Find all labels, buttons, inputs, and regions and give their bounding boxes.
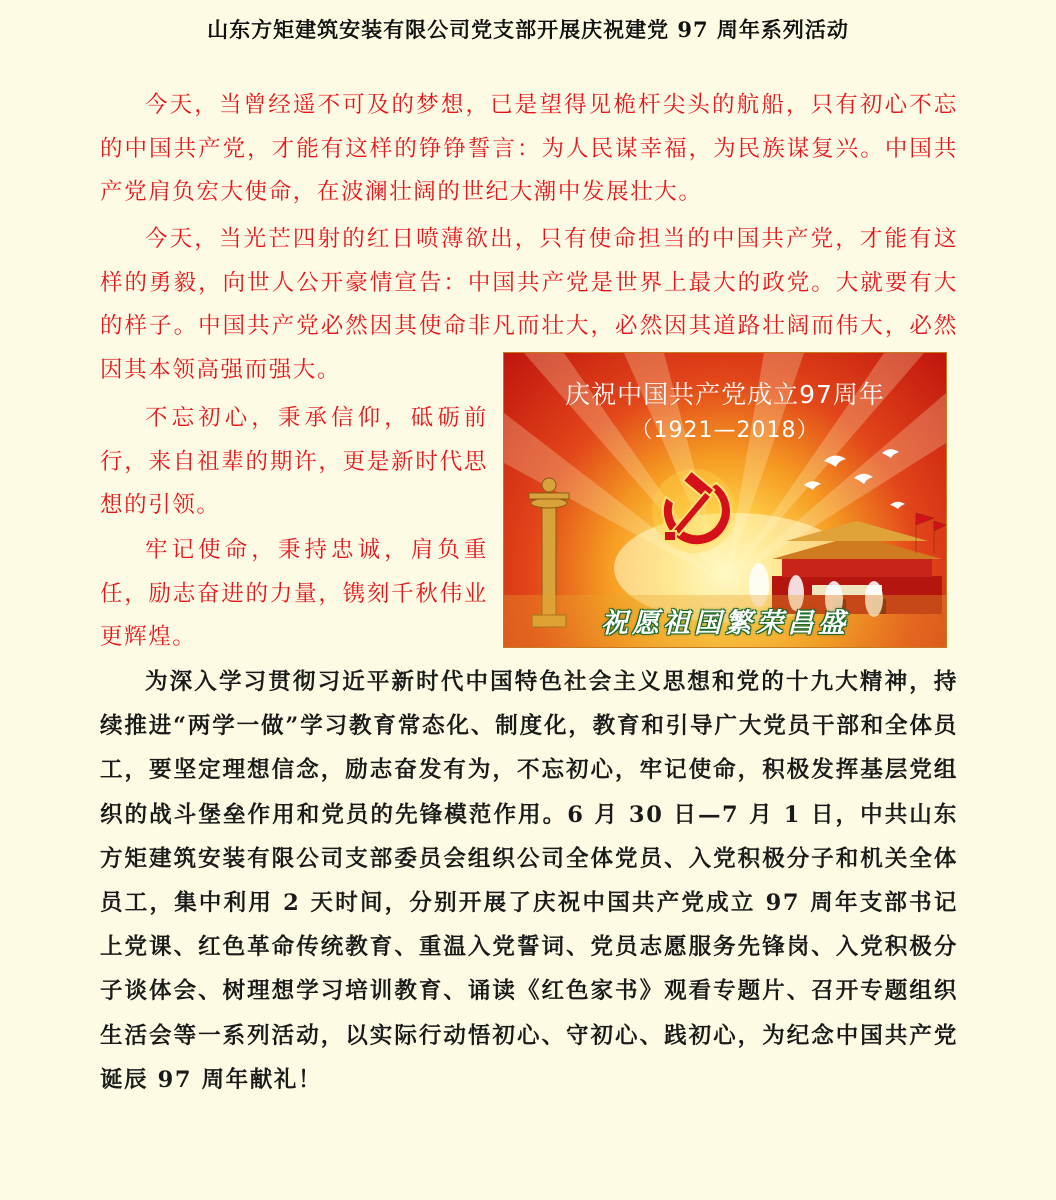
paragraph-mission: 牢记使命，秉持忠诚，肩负重任，励志奋进的力量，镌刻千秋伟业更辉煌。 — [100, 537, 488, 650]
paragraph-original-aspiration: 不忘初心，秉承信仰，砥砺前行，来自祖辈的期许，更是新时代思想的引领。 — [100, 405, 488, 518]
red-flags — [916, 513, 946, 553]
poster-title: 庆祝中国共产党成立97周年 — [565, 380, 885, 409]
paragraph-activities: 为深入学习贯彻习近平新时代中国特色社会主义思想和党的十九大精神，持续推进“两学一做”学习教育常态化、制度化，教育和引导广大党员干部和全体员工，要坚定理想信念，励志奋发有为，不忘初心，牢记使命，积极发挥基层党组织的战斗堡垒作用和党员的先锋模范作用。6 月 30 日—7 月 1 日，中共山东方矩建筑安装有限公司支部委员会组织公司全体党员、入党积极分子和机关全体员工，集中利用 2 天时间，分别开展了庆祝中国共产党成立 97 周年支部书记上党课、红色革命传统教育、重温入党誓词、党员志愿服务先锋岗、入党积极分子谈体会、树理想学习培训教育、诵读《红色家书》观看专题片、召开专题组织生活会等一系列活动，以实际行动悟初心、守初心、践初心，为纪念中国共产党诞辰 97 周年献礼！ — [100, 669, 958, 1093]
poster-years: （1921—2018） — [630, 418, 820, 443]
anniversary-poster — [503, 352, 947, 648]
party-emblem — [652, 469, 736, 553]
paragraph-intro-1: 今天，当曾经遥不可及的梦想，已是望得见桅杆尖头的航船，只有初心不忘的中国共产党，才能有这样的铮铮誓言：为人民谋幸福，为民族谋复兴。中国共产党肩负宏大使命，在波澜壮阔的世纪大潮中发展壮大。 — [100, 92, 958, 205]
document-title: 山东方矩建筑安装有限公司党支部开展庆祝建党 97 周年系列活动 — [207, 17, 849, 42]
poster-slogan: 祝愿祖国繁荣昌盛 — [601, 608, 849, 639]
paragraph-intro-2: 今天，当光芒四射的红日喷薄欲出，只有使命担当的中国共产党，才能有这样的勇毅，向世人公开豪情宣告：中国共产党是世界上最大的政党。大就要有大的样子。中国共产党必然因其使命非凡而壮大，必然因其道路壮阔而伟大，必然因其本领高强而强大。 — [100, 226, 958, 383]
